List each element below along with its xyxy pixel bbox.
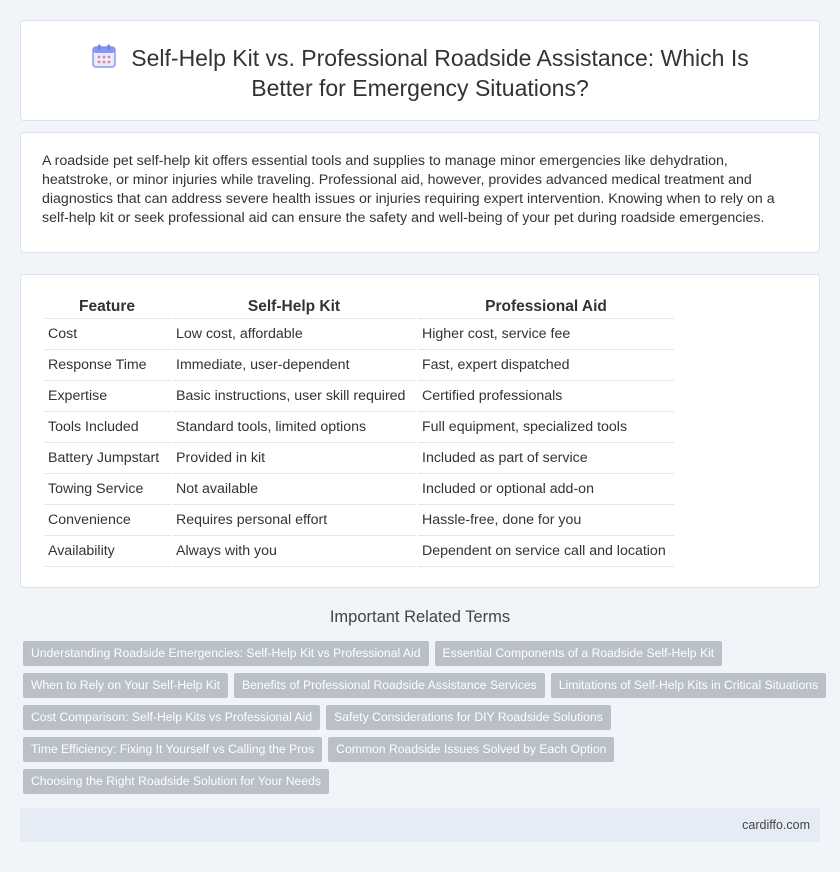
professional-cell: Included as part of service <box>418 443 674 474</box>
related-term-tag[interactable]: Understanding Roadside Emergencies: Self-Help Kit vs Professional Aid <box>23 641 429 666</box>
comparison-table <box>42 295 676 567</box>
page-title-wrap <box>61 43 779 103</box>
calendar-icon <box>91 43 117 69</box>
table-row <box>44 536 674 567</box>
related-term-tag[interactable]: Common Roadside Issues Solved by Each Option <box>328 737 614 762</box>
feature-cell: Towing Service <box>44 474 170 505</box>
feature-cell: Tools Included <box>44 412 170 443</box>
table-row <box>44 412 674 443</box>
feature-cell: Cost <box>44 319 170 350</box>
self-help-cell: Standard tools, limited options <box>172 412 416 443</box>
intro-text: A roadside pet self-help kit offers essential tools and supplies to manage minor emergencies like dehydration, heatstroke, or minor injuries while traveling. Professional aid, however, provides advanced medical treatment and diagnostics that can address severe health issues or injuries requiring expert intervention. Knowing when to rely on a self-help kit or seek professional aid can ensure the safety and well-being of your pet during roadside emergencies. <box>42 153 775 226</box>
related-term-tag[interactable]: Safety Considerations for DIY Roadside Solutions <box>326 705 611 730</box>
related-term-tag[interactable]: Choosing the Right Roadside Solution for Your Needs <box>23 769 329 794</box>
feature-cell: Expertise <box>44 381 170 412</box>
professional-cell: Included or optional add-on <box>418 474 674 505</box>
related-term-tag[interactable]: Cost Comparison: Self-Help Kits vs Professional Aid <box>23 705 320 730</box>
table-row <box>44 319 674 350</box>
self-help-cell: Basic instructions, user skill required <box>172 381 416 412</box>
page-title: Self-Help Kit vs. Professional Roadside Assistance: Which Is Better for Emergency Situations? <box>131 45 749 101</box>
footer-site-link[interactable]: cardiffo.com <box>742 818 810 832</box>
feature-cell: Response Time <box>44 350 170 381</box>
title-card <box>20 20 820 121</box>
table-header-row <box>44 295 674 319</box>
table-row <box>44 474 674 505</box>
header-feature: Feature <box>44 295 170 319</box>
table-row <box>44 505 674 536</box>
related-term-tag[interactable]: Time Efficiency: Fixing It Yourself vs Calling the Pros <box>23 737 322 762</box>
footer <box>20 808 820 842</box>
related-term-tag[interactable]: When to Rely on Your Self-Help Kit <box>23 673 228 698</box>
table-row <box>44 350 674 381</box>
intro-card <box>20 132 820 253</box>
professional-cell: Certified professionals <box>418 381 674 412</box>
comparison-card <box>20 274 820 588</box>
professional-cell: Hassle-free, done for you <box>418 505 674 536</box>
header-self-help-kit: Self-Help Kit <box>172 295 416 319</box>
self-help-cell: Not available <box>172 474 416 505</box>
feature-cell: Battery Jumpstart <box>44 443 170 474</box>
related-term-tag[interactable]: Benefits of Professional Roadside Assistance Services <box>234 673 545 698</box>
feature-cell: Convenience <box>44 505 170 536</box>
self-help-cell: Requires personal effort <box>172 505 416 536</box>
related-term-tag[interactable]: Limitations of Self-Help Kits in Critical Situations <box>551 673 826 698</box>
related-terms-title: Important Related Terms <box>329 608 511 626</box>
self-help-cell: Low cost, affordable <box>172 319 416 350</box>
related-term-tag[interactable]: Essential Components of a Roadside Self-Help Kit <box>435 641 723 666</box>
feature-cell: Availability <box>44 536 170 567</box>
self-help-cell: Immediate, user-dependent <box>172 350 416 381</box>
professional-cell: Fast, expert dispatched <box>418 350 674 381</box>
self-help-cell: Always with you <box>172 536 416 567</box>
professional-cell: Dependent on service call and location <box>418 536 674 567</box>
related-terms-list <box>23 641 823 801</box>
header-professional-aid: Professional Aid <box>418 295 674 319</box>
professional-cell: Full equipment, specialized tools <box>418 412 674 443</box>
table-row <box>44 443 674 474</box>
self-help-cell: Provided in kit <box>172 443 416 474</box>
professional-cell: Higher cost, service fee <box>418 319 674 350</box>
table-row <box>44 381 674 412</box>
